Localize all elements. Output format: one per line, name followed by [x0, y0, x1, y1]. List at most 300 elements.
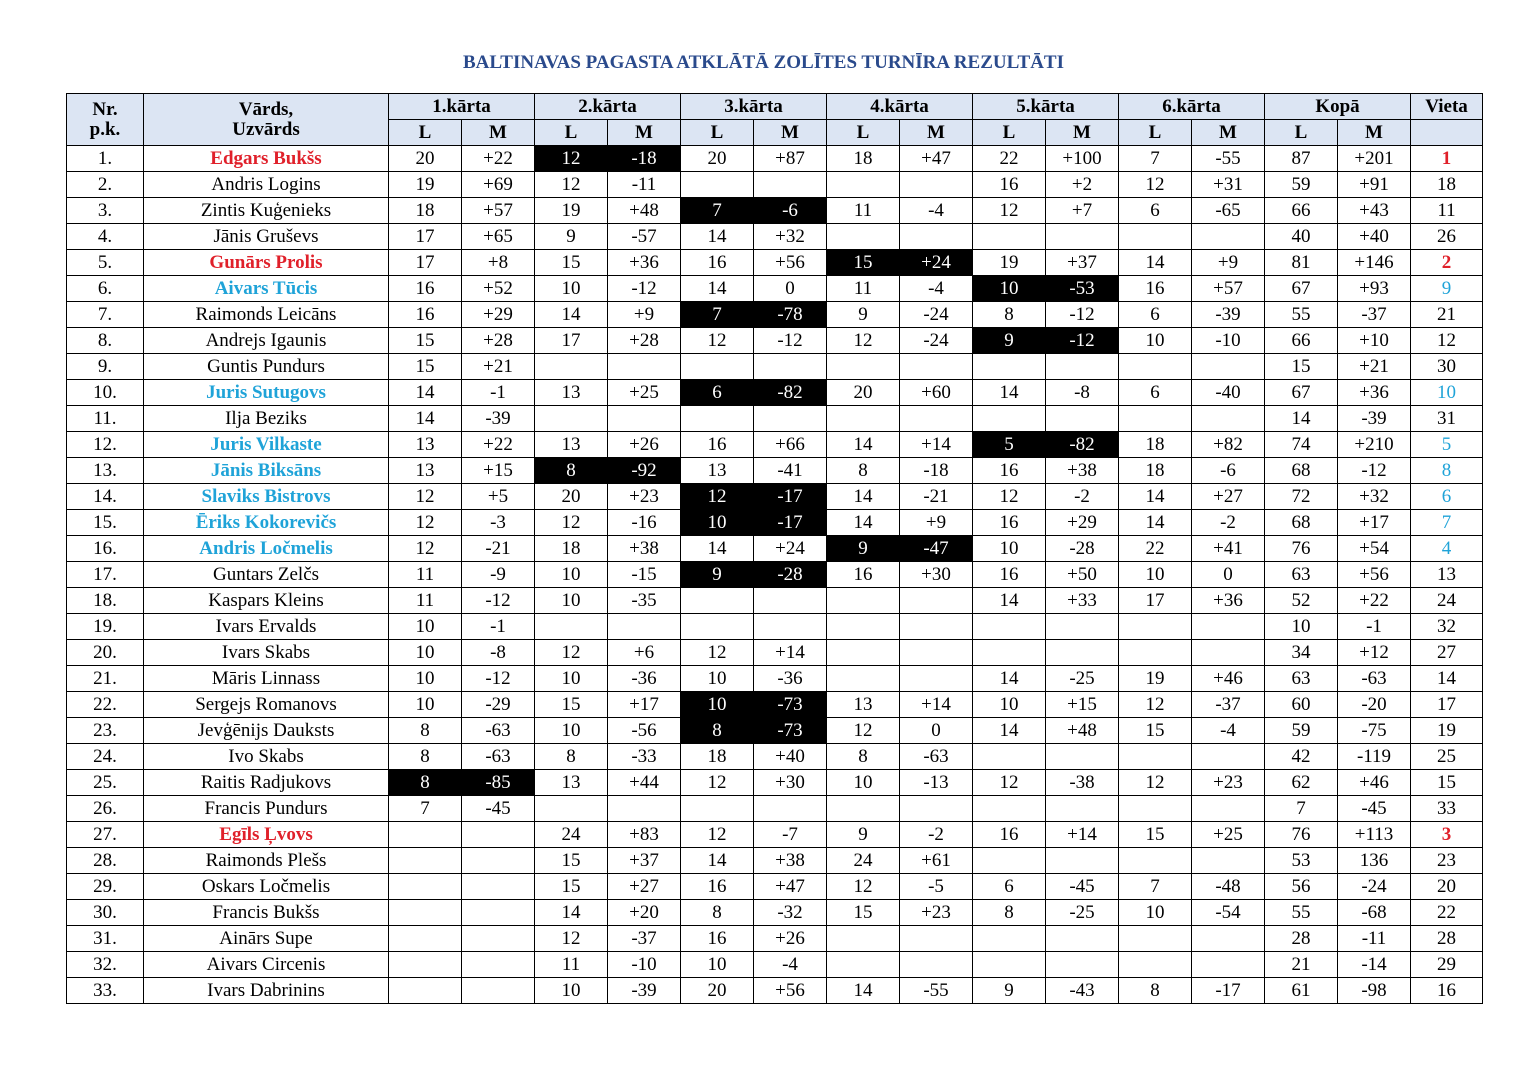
row-number: 33. — [67, 978, 144, 1004]
round-1-m: -39 — [462, 406, 535, 432]
player-name: Oskars Ločmelis — [144, 874, 389, 900]
round-4-l: 9 — [827, 822, 900, 848]
round-1-m: -21 — [462, 536, 535, 562]
table-row — [67, 484, 1483, 510]
round-1-m: -1 — [462, 380, 535, 406]
player-name: Raimonds Leicāns — [144, 302, 389, 328]
total-l: 53 — [1265, 848, 1338, 874]
total-l: 62 — [1265, 770, 1338, 796]
table-row — [67, 614, 1483, 640]
round-4-l: 9 — [827, 536, 900, 562]
round-5-m: -45 — [1046, 874, 1119, 900]
round-5-m: -25 — [1046, 666, 1119, 692]
row-number: 32. — [67, 952, 144, 978]
subheader-m: M — [608, 120, 681, 146]
round-3-l: 14 — [681, 276, 754, 302]
round-4-m — [900, 354, 973, 380]
table-row — [67, 640, 1483, 666]
round-4-m: +14 — [900, 432, 973, 458]
round-3-m: -4 — [754, 952, 827, 978]
round-6-l: 10 — [1119, 900, 1192, 926]
round-1-l: 12 — [389, 510, 462, 536]
round-6-m: +41 — [1192, 536, 1265, 562]
table-row — [67, 770, 1483, 796]
total-m: +91 — [1338, 172, 1411, 198]
round-5-l: 10 — [973, 536, 1046, 562]
round-2-l: 10 — [535, 978, 608, 1004]
place: 8 — [1411, 458, 1483, 484]
round-4-m — [900, 640, 973, 666]
round-2-m: -37 — [608, 926, 681, 952]
total-m: -75 — [1338, 718, 1411, 744]
row-number: 29. — [67, 874, 144, 900]
round-5-l: 12 — [973, 770, 1046, 796]
round-5-l: 14 — [973, 380, 1046, 406]
place: 27 — [1411, 640, 1483, 666]
player-name: Ēriks Kokorevičs — [144, 510, 389, 536]
round-5-l — [973, 952, 1046, 978]
total-l: 61 — [1265, 978, 1338, 1004]
round-3-m: +24 — [754, 536, 827, 562]
round-1-l: 8 — [389, 744, 462, 770]
total-m: +56 — [1338, 562, 1411, 588]
round-4-m — [900, 614, 973, 640]
player-name: Ivars Dabrinins — [144, 978, 389, 1004]
row-number: 5. — [67, 250, 144, 276]
round-2-l: 18 — [535, 536, 608, 562]
subheader-m: M — [1338, 120, 1411, 146]
round-6-m: +46 — [1192, 666, 1265, 692]
player-name: Andris Logins — [144, 172, 389, 198]
round-6-m — [1192, 406, 1265, 432]
total-m: +43 — [1338, 198, 1411, 224]
total-l: 55 — [1265, 302, 1338, 328]
total-m: +46 — [1338, 770, 1411, 796]
round-2-l — [535, 406, 608, 432]
total-m: +10 — [1338, 328, 1411, 354]
player-name: Gunārs Prolis — [144, 250, 389, 276]
place: 29 — [1411, 952, 1483, 978]
round-6-m: -54 — [1192, 900, 1265, 926]
row-number: 19. — [67, 614, 144, 640]
round-4-m — [900, 952, 973, 978]
round-3-l: 10 — [681, 692, 754, 718]
round-1-m: +29 — [462, 302, 535, 328]
round-5-l: 14 — [973, 718, 1046, 744]
round-3-m: -78 — [754, 302, 827, 328]
round-4-l: 14 — [827, 484, 900, 510]
round-1-l: 10 — [389, 640, 462, 666]
round-6-m — [1192, 224, 1265, 250]
round-6-l — [1119, 614, 1192, 640]
round-3-m: +56 — [754, 250, 827, 276]
round-2-l — [535, 796, 608, 822]
row-number: 2. — [67, 172, 144, 198]
subheader-l: L — [1265, 120, 1338, 146]
round-5-m: +37 — [1046, 250, 1119, 276]
round-5-l: 8 — [973, 900, 1046, 926]
round-5-m: +48 — [1046, 718, 1119, 744]
round-3-l: 13 — [681, 458, 754, 484]
round-2-l: 15 — [535, 250, 608, 276]
header-name — [144, 94, 389, 146]
row-number: 13. — [67, 458, 144, 484]
round-6-m: +27 — [1192, 484, 1265, 510]
round-3-l — [681, 406, 754, 432]
round-6-l: 6 — [1119, 198, 1192, 224]
header-round-1: 1.kārta — [389, 94, 535, 120]
table-row — [67, 796, 1483, 822]
round-4-l — [827, 640, 900, 666]
place: 12 — [1411, 328, 1483, 354]
total-m: 136 — [1338, 848, 1411, 874]
place: 15 — [1411, 770, 1483, 796]
round-6-l: 15 — [1119, 822, 1192, 848]
round-2-l: 8 — [535, 458, 608, 484]
player-name: Andris Ločmelis — [144, 536, 389, 562]
round-6-m: +36 — [1192, 588, 1265, 614]
player-name: Ainārs Supe — [144, 926, 389, 952]
round-4-m: -21 — [900, 484, 973, 510]
round-3-l: 16 — [681, 926, 754, 952]
round-4-m: -4 — [900, 276, 973, 302]
round-1-m: -12 — [462, 666, 535, 692]
round-1-m: -45 — [462, 796, 535, 822]
round-3-l: 9 — [681, 562, 754, 588]
total-m: -1 — [1338, 614, 1411, 640]
round-5-l: 8 — [973, 302, 1046, 328]
round-3-l: 8 — [681, 900, 754, 926]
round-1-l — [389, 978, 462, 1004]
round-2-l: 10 — [535, 718, 608, 744]
round-5-m: -12 — [1046, 328, 1119, 354]
round-3-l: 14 — [681, 224, 754, 250]
header-name-line1: Vārds, — [238, 98, 294, 120]
round-6-l — [1119, 640, 1192, 666]
round-5-m: -82 — [1046, 432, 1119, 458]
subheader-l: L — [389, 120, 462, 146]
round-5-l: 10 — [973, 276, 1046, 302]
round-6-l: 8 — [1119, 978, 1192, 1004]
round-6-l: 14 — [1119, 510, 1192, 536]
total-m: +12 — [1338, 640, 1411, 666]
round-4-l — [827, 926, 900, 952]
table-row — [67, 666, 1483, 692]
round-3-l: 14 — [681, 536, 754, 562]
round-3-m: -32 — [754, 900, 827, 926]
round-1-l: 10 — [389, 692, 462, 718]
round-4-m: -24 — [900, 328, 973, 354]
round-1-l: 13 — [389, 458, 462, 484]
player-name: Aivars Circenis — [144, 952, 389, 978]
round-2-l: 12 — [535, 146, 608, 172]
round-3-m: -41 — [754, 458, 827, 484]
round-2-m: +36 — [608, 250, 681, 276]
round-2-m: -16 — [608, 510, 681, 536]
round-2-m: +37 — [608, 848, 681, 874]
round-2-m: +6 — [608, 640, 681, 666]
round-5-m — [1046, 926, 1119, 952]
round-5-l: 16 — [973, 510, 1046, 536]
round-6-m: +82 — [1192, 432, 1265, 458]
round-1-l: 11 — [389, 588, 462, 614]
round-1-m: +57 — [462, 198, 535, 224]
round-1-l: 8 — [389, 770, 462, 796]
row-number: 14. — [67, 484, 144, 510]
round-6-l — [1119, 926, 1192, 952]
row-number: 3. — [67, 198, 144, 224]
round-3-m — [754, 354, 827, 380]
total-l: 81 — [1265, 250, 1338, 276]
round-3-l: 10 — [681, 666, 754, 692]
player-name: Andrejs Igaunis — [144, 328, 389, 354]
player-name: Zintis Kuģenieks — [144, 198, 389, 224]
total-l: 63 — [1265, 666, 1338, 692]
round-6-m: +31 — [1192, 172, 1265, 198]
table-row — [67, 510, 1483, 536]
header-round-6: 6.kārta — [1119, 94, 1265, 120]
place: 23 — [1411, 848, 1483, 874]
round-1-l: 15 — [389, 328, 462, 354]
round-2-m: -12 — [608, 276, 681, 302]
total-m: -68 — [1338, 900, 1411, 926]
round-4-l: 13 — [827, 692, 900, 718]
round-1-m: +8 — [462, 250, 535, 276]
subheader-m: M — [462, 120, 535, 146]
round-5-l: 14 — [973, 588, 1046, 614]
round-6-m: +57 — [1192, 276, 1265, 302]
place: 32 — [1411, 614, 1483, 640]
round-5-m: +14 — [1046, 822, 1119, 848]
round-5-l: 14 — [973, 666, 1046, 692]
round-4-m: -47 — [900, 536, 973, 562]
table-row — [67, 354, 1483, 380]
place: 30 — [1411, 354, 1483, 380]
results-table — [66, 93, 1483, 1004]
round-3-l: 16 — [681, 874, 754, 900]
round-3-m: -73 — [754, 692, 827, 718]
round-2-m: -10 — [608, 952, 681, 978]
round-6-l — [1119, 848, 1192, 874]
round-6-m — [1192, 354, 1265, 380]
round-2-l: 12 — [535, 510, 608, 536]
header-nr — [67, 94, 144, 146]
round-4-m — [900, 172, 973, 198]
row-number: 15. — [67, 510, 144, 536]
table-row — [67, 328, 1483, 354]
round-1-l: 17 — [389, 224, 462, 250]
round-3-l: 12 — [681, 822, 754, 848]
round-3-l — [681, 796, 754, 822]
round-2-l — [535, 354, 608, 380]
round-3-l: 7 — [681, 198, 754, 224]
table-row — [67, 822, 1483, 848]
round-2-m: +48 — [608, 198, 681, 224]
round-3-m: -73 — [754, 718, 827, 744]
round-5-m: -28 — [1046, 536, 1119, 562]
player-name: Kaspars Kleins — [144, 588, 389, 614]
header-nr-line1: Nr. — [92, 98, 118, 120]
round-1-m — [462, 978, 535, 1004]
total-l: 40 — [1265, 224, 1338, 250]
round-6-m: -55 — [1192, 146, 1265, 172]
round-2-m: +25 — [608, 380, 681, 406]
total-l: 74 — [1265, 432, 1338, 458]
total-m: -37 — [1338, 302, 1411, 328]
total-l: 66 — [1265, 328, 1338, 354]
round-6-m — [1192, 744, 1265, 770]
round-3-l: 12 — [681, 770, 754, 796]
table-row — [67, 380, 1483, 406]
player-name: Jānis Biksāns — [144, 458, 389, 484]
round-6-m: -40 — [1192, 380, 1265, 406]
round-2-m: +17 — [608, 692, 681, 718]
round-4-m: +47 — [900, 146, 973, 172]
round-6-m: -37 — [1192, 692, 1265, 718]
round-1-m: +28 — [462, 328, 535, 354]
round-6-l: 18 — [1119, 432, 1192, 458]
round-6-l — [1119, 796, 1192, 822]
round-2-m: +9 — [608, 302, 681, 328]
header-round-3: 3.kārta — [681, 94, 827, 120]
round-4-m — [900, 796, 973, 822]
round-4-m — [900, 926, 973, 952]
round-2-l: 11 — [535, 952, 608, 978]
subheader-m: M — [900, 120, 973, 146]
player-name: Egīls Ļvovs — [144, 822, 389, 848]
round-6-l — [1119, 952, 1192, 978]
place: 2 — [1411, 250, 1483, 276]
round-1-l: 10 — [389, 614, 462, 640]
round-6-m — [1192, 796, 1265, 822]
round-2-l: 12 — [535, 640, 608, 666]
total-l: 14 — [1265, 406, 1338, 432]
total-l: 55 — [1265, 900, 1338, 926]
header-nr-line2: p.k. — [89, 118, 121, 140]
player-name: Juris Vilkaste — [144, 432, 389, 458]
total-m: -45 — [1338, 796, 1411, 822]
round-6-l — [1119, 406, 1192, 432]
round-5-m — [1046, 952, 1119, 978]
round-3-l: 6 — [681, 380, 754, 406]
round-5-l: 9 — [973, 978, 1046, 1004]
round-5-l — [973, 848, 1046, 874]
round-1-m: +15 — [462, 458, 535, 484]
header-round-5: 5.kārta — [973, 94, 1119, 120]
total-m: -12 — [1338, 458, 1411, 484]
player-name: Aivars Tūcis — [144, 276, 389, 302]
place: 22 — [1411, 900, 1483, 926]
round-4-m: +30 — [900, 562, 973, 588]
round-3-l: 14 — [681, 848, 754, 874]
table-row — [67, 146, 1483, 172]
round-5-m: +2 — [1046, 172, 1119, 198]
round-5-m — [1046, 614, 1119, 640]
table-row — [67, 588, 1483, 614]
round-1-l: 8 — [389, 718, 462, 744]
row-number: 4. — [67, 224, 144, 250]
round-1-m: +65 — [462, 224, 535, 250]
round-3-m: +66 — [754, 432, 827, 458]
round-5-m: +15 — [1046, 692, 1119, 718]
round-4-m — [900, 588, 973, 614]
total-m: +36 — [1338, 380, 1411, 406]
round-6-m — [1192, 640, 1265, 666]
table-row — [67, 406, 1483, 432]
total-l: 21 — [1265, 952, 1338, 978]
round-3-m: -17 — [754, 484, 827, 510]
total-l: 60 — [1265, 692, 1338, 718]
row-number: 11. — [67, 406, 144, 432]
round-2-l: 10 — [535, 666, 608, 692]
round-5-l: 19 — [973, 250, 1046, 276]
round-1-l: 12 — [389, 484, 462, 510]
round-6-m: +9 — [1192, 250, 1265, 276]
round-1-m: +21 — [462, 354, 535, 380]
table-row — [67, 926, 1483, 952]
round-2-l — [535, 614, 608, 640]
total-m: +146 — [1338, 250, 1411, 276]
round-2-m: +83 — [608, 822, 681, 848]
round-5-l: 16 — [973, 822, 1046, 848]
round-4-l: 14 — [827, 432, 900, 458]
round-6-l: 22 — [1119, 536, 1192, 562]
round-2-l: 14 — [535, 900, 608, 926]
round-4-l — [827, 354, 900, 380]
round-5-l: 16 — [973, 562, 1046, 588]
round-3-l: 20 — [681, 978, 754, 1004]
round-6-m — [1192, 952, 1265, 978]
round-2-l: 20 — [535, 484, 608, 510]
round-3-l — [681, 172, 754, 198]
round-2-l: 9 — [535, 224, 608, 250]
player-name: Francis Pundurs — [144, 796, 389, 822]
row-number: 23. — [67, 718, 144, 744]
player-name: Jevģēnijs Dauksts — [144, 718, 389, 744]
round-5-l: 16 — [973, 458, 1046, 484]
round-4-m: -24 — [900, 302, 973, 328]
round-6-m: -2 — [1192, 510, 1265, 536]
total-m: -24 — [1338, 874, 1411, 900]
round-3-l: 16 — [681, 432, 754, 458]
round-4-l — [827, 224, 900, 250]
round-6-m: -4 — [1192, 718, 1265, 744]
round-6-m: -17 — [1192, 978, 1265, 1004]
round-5-l: 10 — [973, 692, 1046, 718]
round-6-l: 14 — [1119, 484, 1192, 510]
round-5-m: +29 — [1046, 510, 1119, 536]
place: 9 — [1411, 276, 1483, 302]
round-4-l — [827, 406, 900, 432]
round-5-m: +38 — [1046, 458, 1119, 484]
round-3-m: +26 — [754, 926, 827, 952]
place: 31 — [1411, 406, 1483, 432]
round-6-l — [1119, 744, 1192, 770]
round-1-l — [389, 848, 462, 874]
round-3-m: +47 — [754, 874, 827, 900]
total-l: 15 — [1265, 354, 1338, 380]
round-1-m: -9 — [462, 562, 535, 588]
player-name: Sergejs Romanovs — [144, 692, 389, 718]
round-3-l — [681, 354, 754, 380]
table-row — [67, 562, 1483, 588]
round-1-m: +69 — [462, 172, 535, 198]
total-l: 28 — [1265, 926, 1338, 952]
round-2-l: 19 — [535, 198, 608, 224]
round-3-m: -36 — [754, 666, 827, 692]
round-2-l: 14 — [535, 302, 608, 328]
round-1-l: 16 — [389, 302, 462, 328]
